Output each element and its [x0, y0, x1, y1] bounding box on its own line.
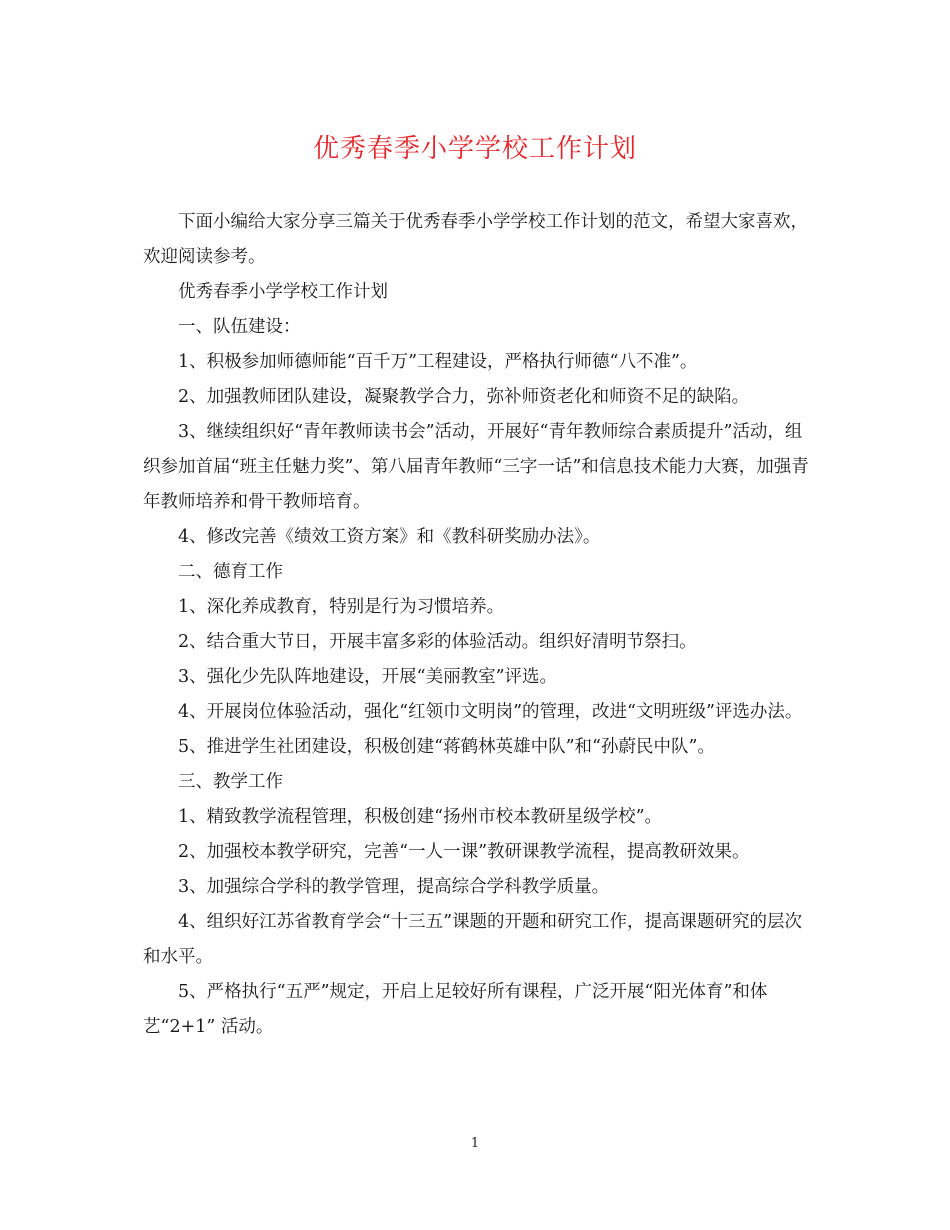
paragraph-intro: 下面小编给大家分享三篇关于优秀春季小学学校工作计划的范文，希望大家喜欢，欢迎阅读参考。 [143, 212, 808, 267]
page-number: 1 [470, 1136, 480, 1151]
list-item: 4、修改完善《绩效工资方案》和《教科研奖励办法》。 [178, 527, 601, 547]
document-title: 优秀春季小学学校工作计划 [312, 134, 637, 164]
list-item: 4、开展岗位体验活动，强化“红领巾文明岗”的管理，改进“文明班级”评选办法。 [178, 702, 803, 722]
section-heading-moral: 二、德育工作 [178, 562, 283, 582]
list-item: 1、积极参加师德师能“百千万”工程建设，严格执行师德“八不准”。 [178, 352, 698, 372]
document-body [143, 205, 811, 1045]
list-item: 3、强化少先队阵地建设，开展“美丽教室”评选。 [178, 667, 558, 687]
paragraph-subtitle: 优秀春季小学学校工作计划 [178, 282, 388, 302]
list-item: 2、结合重大节日，开展丰富多彩的体验活动。组织好清明节祭扫。 [178, 632, 697, 652]
list-item: 3、加强综合学科的教学管理，提高综合学科教学质量。 [178, 877, 610, 897]
section-heading-teaching: 三、教学工作 [178, 772, 283, 792]
list-item: 5、推进学生社团建设，积极创建“蒋鹤林英雄中队”和“孙蔚民中队”。 [178, 737, 715, 757]
section-heading-team: 一、队伍建设： [178, 317, 301, 337]
list-item: 1、深化养成教育，特别是行为习惯培养。 [178, 597, 505, 617]
list-item: 1、精致教学流程管理，积极创建“扬州市校本教研星级学校”。 [178, 807, 663, 827]
list-item: 3、继续组织好“青年教师读书会”活动，开展好“青年教师综合素质提升”活动，组织参加首届“班主任魅力奖”、第八届青年教师“三字一话”和信息技术能力大赛，加强青年教师培养和骨干教师培育。 [143, 422, 809, 512]
list-item: 2、加强校本教学研究，完善“一人一课”教研课教学流程，提高教研效果。 [178, 842, 750, 862]
list-item: 4、组织好江苏省教育学会“十三五”课题的开题和研究工作，提高课题研究的层次和水平。 [143, 912, 803, 967]
list-item: 5、严格执行“五严”规定，开启上足较好所有课程，广泛开展“阳光体育”和体艺“2+1” 活动。 [143, 982, 768, 1037]
list-item: 2、加强教师团队建设，凝聚教学合力，弥补师资老化和师资不足的缺陷。 [178, 387, 750, 407]
